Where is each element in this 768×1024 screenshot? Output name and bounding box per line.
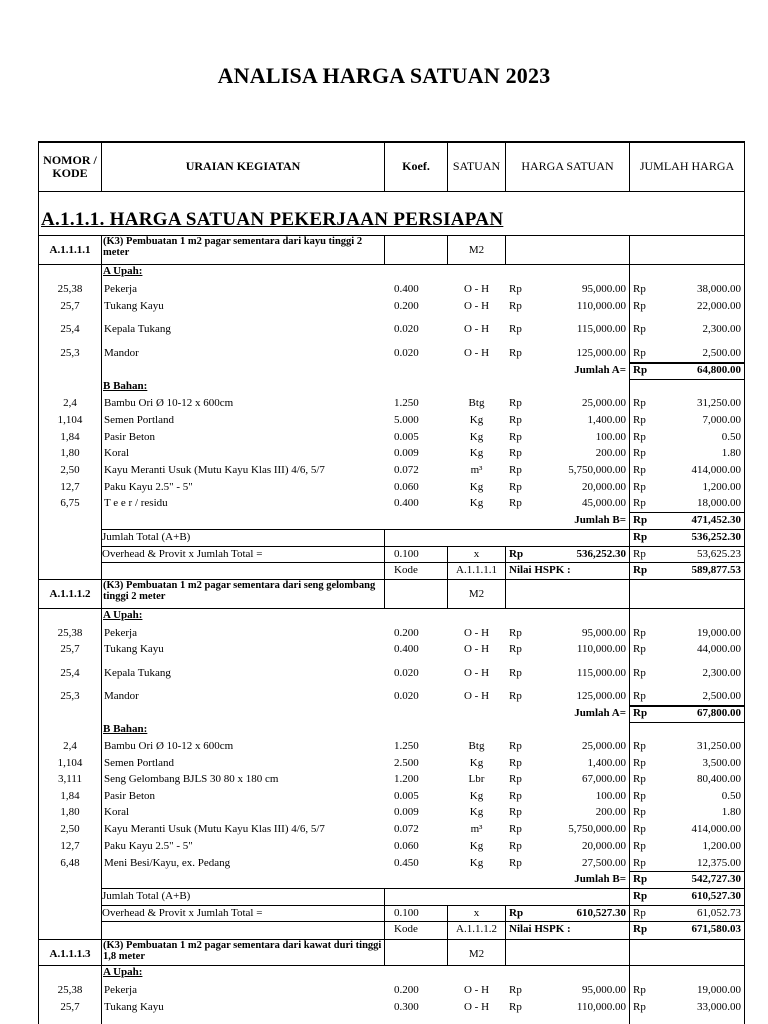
row-koef: 5.000 [394, 414, 419, 426]
row-desc: Pekerja [104, 627, 137, 639]
overhead-koef: 0.100 [394, 907, 419, 919]
row-harga: 1,400.00 [587, 757, 626, 769]
kode-rule [101, 562, 745, 563]
row-currency: Rp [509, 690, 522, 702]
row-satuan: Kg [469, 447, 484, 459]
row-koef: 2.500 [394, 757, 419, 769]
row-ref: 1,104 [57, 414, 83, 426]
row-currency: Rp [633, 531, 648, 543]
row-satuan: O - H [463, 347, 490, 359]
row-satuan: Kg [469, 857, 484, 869]
row-satuan: Kg [469, 790, 484, 802]
column-rule [629, 235, 630, 579]
row-currency: Rp [633, 643, 646, 655]
header-divider [38, 191, 745, 192]
row-currency: Rp [633, 447, 646, 459]
row-satuan: O - H [463, 627, 490, 639]
row-jumlah: 1.80 [721, 447, 741, 459]
row-harga: 100.00 [595, 431, 626, 443]
row-jumlah: 80,400.00 [697, 773, 741, 785]
row-jumlah: 2,300.00 [702, 323, 741, 335]
upah-label: A Upah: [103, 265, 143, 277]
item-code: A.1.1.1.2 [49, 588, 91, 600]
row-currency: Rp [509, 857, 522, 869]
item-title: (K3) Pembuatan 1 m2 pagar sementara dari kayu tinggi 2 meter [103, 236, 363, 258]
row-currency: Rp [509, 548, 524, 560]
row-currency: Rp [633, 840, 646, 852]
row-desc: Bambu Ori Ø 10-12 x 600cm [104, 740, 234, 752]
row-currency: Rp [633, 707, 648, 719]
row-koef: 0.072 [394, 464, 419, 476]
jumlah-a-value: 64,800.00 [697, 364, 741, 376]
row-currency: Rp [633, 984, 646, 996]
row-currency: Rp [633, 890, 648, 902]
row-currency: Rp [509, 643, 522, 655]
row-satuan: O - H [463, 323, 490, 335]
row-currency: Rp [509, 806, 522, 818]
row-koef: 0.020 [394, 667, 419, 679]
row-ref: 6,48 [60, 857, 80, 869]
row-jumlah: 18,000.00 [697, 497, 741, 509]
header-jumlah: JUMLAH HARGA [639, 159, 735, 173]
row-desc: Tukang Kayu [104, 1001, 164, 1013]
row-currency: Rp [633, 514, 648, 526]
row-desc: Tukang Kayu [104, 300, 164, 312]
row-harga: 25,000.00 [582, 740, 626, 752]
row-currency: Rp [633, 323, 646, 335]
row-satuan: m³ [470, 823, 483, 835]
header-harga: HARGA SATUAN [521, 159, 614, 173]
row-currency: Rp [509, 984, 522, 996]
jumlah-b-rule [630, 512, 745, 513]
row-koef: 0.400 [394, 497, 419, 509]
bahan-label: B Bahan: [103, 380, 148, 392]
row-ref: 2,4 [63, 740, 77, 752]
row-ref: 25,7 [60, 300, 80, 312]
row-ref: 1,80 [60, 447, 80, 459]
row-satuan: O - H [463, 667, 490, 679]
row-harga: 25,000.00 [582, 397, 626, 409]
row-satuan: Btg [468, 740, 485, 752]
jumlah-a-under [630, 722, 745, 723]
row-ref: 25,3 [60, 690, 80, 702]
row-currency: Rp [509, 907, 524, 919]
row-currency: Rp [509, 323, 522, 335]
kode-rule [101, 921, 745, 922]
row-satuan: O - H [463, 300, 490, 312]
row-currency: Rp [509, 300, 522, 312]
row-currency: Rp [633, 364, 648, 376]
row-currency: Rp [633, 823, 646, 835]
nilai-label: Nilai HSPK : [509, 923, 571, 935]
row-jumlah: 19,000.00 [697, 984, 741, 996]
row-ref: 1,84 [60, 431, 80, 443]
header-satuan: SATUAN [452, 159, 501, 173]
table-border-right [744, 143, 745, 1024]
row-desc: Kepala Tukang [104, 323, 171, 335]
item-code: A.1.1.1.3 [49, 948, 91, 960]
overhead-koef: 0.100 [394, 548, 419, 560]
header-uraian: URAIAN KEGIATAN [185, 159, 301, 173]
row-ref: 25,38 [57, 283, 83, 295]
row-currency: Rp [633, 497, 646, 509]
row-ref: 12,7 [60, 481, 80, 493]
row-currency: Rp [509, 414, 522, 426]
row-harga: 200.00 [595, 447, 626, 459]
overhead-label: Overhead & Provit x Jumlah Total = [102, 907, 263, 919]
row-currency: Rp [633, 773, 646, 785]
row-satuan: O - H [463, 643, 490, 655]
jumlah-b-label: Jumlah B= [574, 514, 626, 526]
overhead-x: x [473, 907, 480, 919]
row-harga: 125,000.00 [576, 347, 626, 359]
row-ref: 3,111 [58, 773, 82, 785]
row-harga: 5,750,000.00 [568, 823, 626, 835]
row-jumlah: 1,200.00 [702, 481, 741, 493]
row-jumlah: 44,000.00 [697, 643, 741, 655]
row-currency: Rp [633, 667, 646, 679]
column-rule [505, 939, 506, 965]
header-koef: Koef. [402, 159, 430, 173]
total-label: Jumlah Total (A+B) [102, 531, 191, 543]
row-jumlah: 12,375.00 [697, 857, 741, 869]
overhead-rule [101, 546, 745, 547]
row-koef: 1.250 [394, 740, 419, 752]
header-kode: NOMOR / KODE [43, 153, 97, 180]
row-satuan: Kg [469, 414, 484, 426]
jumlah-a-label: Jumlah A= [574, 707, 626, 719]
total-rule [101, 888, 745, 889]
row-koef: 0.005 [394, 790, 419, 802]
row-harga: 115,000.00 [576, 323, 626, 335]
total-value: 610,527.30 [691, 890, 741, 902]
row-ref: 1,80 [60, 806, 80, 818]
row-currency: Rp [633, 414, 646, 426]
column-rule [505, 579, 506, 608]
row-harga: 27,500.00 [582, 857, 626, 869]
row-desc: Kayu Meranti Usuk (Mutu Kayu Klas III) 4/6, 5/7 [104, 823, 325, 835]
row-koef: 0.200 [394, 627, 419, 639]
item-code: A.1.1.1.1 [49, 244, 91, 256]
row-currency: Rp [509, 481, 522, 493]
column-rule [101, 235, 102, 579]
row-koef: 0.005 [394, 431, 419, 443]
row-jumlah: 38,000.00 [697, 283, 741, 295]
row-harga: 1,400.00 [587, 414, 626, 426]
row-desc: T e e r / residu [104, 497, 168, 509]
overhead-label: Overhead & Provit x Jumlah Total = [102, 548, 263, 560]
row-currency: Rp [509, 840, 522, 852]
row-currency: Rp [633, 1001, 646, 1013]
row-currency: Rp [509, 627, 522, 639]
row-koef: 0.072 [394, 823, 419, 835]
item-unit: M2 [468, 244, 485, 256]
kode-ref: A.1.1.1.1 [456, 564, 497, 576]
column-rule [505, 905, 506, 939]
row-koef: 0.009 [394, 806, 419, 818]
row-jumlah: 22,000.00 [697, 300, 741, 312]
row-currency: Rp [509, 773, 522, 785]
upah-label: A Upah: [103, 966, 143, 978]
row-satuan: O - H [463, 984, 490, 996]
row-currency: Rp [509, 347, 522, 359]
row-ref: 12,7 [60, 840, 80, 852]
row-harga: 110,000.00 [576, 1001, 626, 1013]
row-harga: 95,000.00 [582, 627, 626, 639]
overhead-value: 61,052.73 [697, 907, 741, 919]
section-title: A.1.1.1. HARGA SATUAN PEKERJAAN PERSIAPAN [41, 209, 504, 230]
row-currency: Rp [633, 627, 646, 639]
row-currency: Rp [633, 481, 646, 493]
row-desc: Seng Gelombang BJLS 30 80 x 180 cm [104, 773, 279, 785]
jumlah-b-value: 471,452.30 [691, 514, 741, 526]
row-harga: 5,750,000.00 [568, 464, 626, 476]
row-ref: 1,84 [60, 790, 80, 802]
row-currency: Rp [633, 464, 646, 476]
row-desc: Paku Kayu 2.5" - 5" [104, 481, 193, 493]
row-harga: 67,000.00 [582, 773, 626, 785]
row-jumlah: 1,200.00 [702, 840, 741, 852]
row-currency: Rp [509, 790, 522, 802]
row-currency: Rp [633, 283, 646, 295]
upah-label: A Upah: [103, 609, 143, 621]
row-currency: Rp [509, 447, 522, 459]
row-ref: 25,4 [60, 323, 80, 335]
row-currency: Rp [509, 823, 522, 835]
row-harga: 100.00 [595, 790, 626, 802]
jumlah-a-under [630, 379, 745, 380]
row-harga: 115,000.00 [576, 667, 626, 679]
row-koef: 0.020 [394, 323, 419, 335]
row-harga: 110,000.00 [576, 643, 626, 655]
row-ref: 2,50 [60, 464, 80, 476]
jumlah-b-value: 542,727.30 [691, 873, 741, 885]
row-koef: 0.450 [394, 857, 419, 869]
row-desc: Koral [104, 806, 130, 818]
row-koef: 0.009 [394, 447, 419, 459]
total-rule [101, 529, 745, 530]
column-rule [101, 939, 102, 1024]
row-koef: 0.400 [394, 283, 419, 295]
row-desc: Kepala Tukang [104, 667, 171, 679]
row-desc: Semen Portland [104, 414, 174, 426]
row-desc: Pekerja [104, 984, 137, 996]
row-ref: 6,75 [60, 497, 80, 509]
row-koef: 0.200 [394, 300, 419, 312]
row-jumlah: 0.50 [721, 431, 741, 443]
row-ref: 25,4 [60, 667, 80, 679]
overhead-rule [101, 905, 745, 906]
row-satuan: O - H [463, 1001, 490, 1013]
row-ref: 25,38 [57, 627, 83, 639]
row-harga: 200.00 [595, 806, 626, 818]
jumlah-a-value: 67,800.00 [697, 707, 741, 719]
row-currency: Rp [633, 548, 646, 560]
row-satuan: Kg [469, 840, 484, 852]
row-harga: 95,000.00 [582, 283, 626, 295]
row-jumlah: 414,000.00 [691, 464, 741, 476]
overhead-base: 536,252.30 [576, 548, 626, 560]
row-satuan: O - H [463, 283, 490, 295]
row-currency: Rp [509, 464, 522, 476]
item-title: (K3) Pembuatan 1 m2 pagar sementara dari kawat duri tinggi 1,8 meter [103, 940, 382, 962]
row-desc: Mandor [104, 690, 139, 702]
row-harga: 125,000.00 [576, 690, 626, 702]
row-currency: Rp [509, 740, 522, 752]
row-currency: Rp [633, 790, 646, 802]
row-jumlah: 2,300.00 [702, 667, 741, 679]
row-koef: 0.020 [394, 347, 419, 359]
page-title: ANALISA HARGA SATUAN 2023 [217, 63, 551, 88]
column-rule [384, 888, 385, 939]
column-rule [629, 579, 630, 939]
row-koef: 0.400 [394, 643, 419, 655]
row-currency: Rp [633, 857, 646, 869]
row-jumlah: 2,500.00 [702, 690, 741, 702]
column-rule [101, 579, 102, 939]
row-desc: Mandor [104, 347, 139, 359]
kode-ref: A.1.1.1.2 [456, 923, 497, 935]
row-ref: 2,4 [63, 397, 77, 409]
row-desc: Semen Portland [104, 757, 174, 769]
row-koef: 1.250 [394, 397, 419, 409]
row-desc: Pasir Beton [104, 790, 156, 802]
row-satuan: Kg [469, 806, 484, 818]
jumlah-a-label: Jumlah A= [574, 364, 626, 376]
row-jumlah: 7,000.00 [702, 414, 741, 426]
overhead-x: x [473, 548, 480, 560]
item-unit: M2 [468, 588, 485, 600]
row-jumlah: 31,250.00 [697, 740, 741, 752]
column-rule [629, 939, 630, 1024]
row-currency: Rp [633, 431, 646, 443]
row-koef: 0.060 [394, 481, 419, 493]
row-desc: Tukang Kayu [104, 643, 164, 655]
row-jumlah: 33,000.00 [697, 1001, 741, 1013]
row-currency: Rp [633, 923, 648, 935]
overhead-value: 53,625.23 [697, 548, 741, 560]
row-jumlah: 2,500.00 [702, 347, 741, 359]
row-desc: Koral [104, 447, 130, 459]
nilai-value: 589,877.53 [691, 564, 741, 576]
row-currency: Rp [633, 300, 646, 312]
row-harga: 20,000.00 [582, 840, 626, 852]
row-satuan: Kg [469, 481, 484, 493]
row-harga: 20,000.00 [582, 481, 626, 493]
row-currency: Rp [509, 283, 522, 295]
row-currency: Rp [633, 873, 648, 885]
row-koef: 0.020 [394, 690, 419, 702]
kode-label: Kode [394, 564, 418, 576]
row-jumlah: 1.80 [721, 806, 741, 818]
row-satuan: Btg [468, 397, 485, 409]
row-currency: Rp [633, 740, 646, 752]
row-koef: 0.200 [394, 984, 419, 996]
row-ref: 25,7 [60, 1001, 80, 1013]
row-jumlah: 0.50 [721, 790, 741, 802]
row-satuan: Kg [469, 497, 484, 509]
row-currency: Rp [633, 347, 646, 359]
bahan-label: B Bahan: [103, 723, 148, 735]
jumlah-b-label: Jumlah B= [574, 873, 626, 885]
row-harga: 95,000.00 [582, 984, 626, 996]
row-ref: 1,104 [57, 757, 83, 769]
row-harga: 45,000.00 [582, 497, 626, 509]
row-koef: 0.060 [394, 840, 419, 852]
row-jumlah: 3,500.00 [702, 757, 741, 769]
row-currency: Rp [633, 907, 646, 919]
row-currency: Rp [633, 757, 646, 769]
row-jumlah: 31,250.00 [697, 397, 741, 409]
row-desc: Kayu Meranti Usuk (Mutu Kayu Klas III) 4/6, 5/7 [104, 464, 325, 476]
total-value: 536,252.30 [691, 531, 741, 543]
row-ref: 25,3 [60, 347, 80, 359]
row-currency: Rp [509, 497, 522, 509]
row-desc: Bambu Ori Ø 10-12 x 600cm [104, 397, 234, 409]
item-unit: M2 [468, 948, 485, 960]
row-harga: 110,000.00 [576, 300, 626, 312]
row-satuan: Lbr [468, 773, 485, 785]
row-koef: 0.300 [394, 1001, 419, 1013]
row-satuan: m³ [470, 464, 483, 476]
kode-label: Kode [394, 923, 418, 935]
row-currency: Rp [509, 1001, 522, 1013]
row-desc: Pasir Beton [104, 431, 156, 443]
row-koef: 1.200 [394, 773, 419, 785]
row-desc: Meni Besi/Kayu, ex. Pedang [104, 857, 231, 869]
row-currency: Rp [633, 564, 648, 576]
row-currency: Rp [509, 757, 522, 769]
row-currency: Rp [633, 806, 646, 818]
row-currency: Rp [509, 667, 522, 679]
row-currency: Rp [509, 431, 522, 443]
row-jumlah: 19,000.00 [697, 627, 741, 639]
row-currency: Rp [509, 397, 522, 409]
column-rule [505, 235, 506, 264]
row-satuan: Kg [469, 431, 484, 443]
column-rule [384, 529, 385, 579]
row-desc: Pekerja [104, 283, 137, 295]
table-border-left [38, 143, 39, 1024]
row-satuan: O - H [463, 690, 490, 702]
jumlah-b-rule [630, 871, 745, 872]
nilai-label: Nilai HSPK : [509, 564, 571, 576]
row-desc: Paku Kayu 2.5" - 5" [104, 840, 193, 852]
overhead-base: 610,527.30 [576, 907, 626, 919]
analysis-table [38, 141, 745, 1024]
row-jumlah: 414,000.00 [691, 823, 741, 835]
row-ref: 25,7 [60, 643, 80, 655]
nilai-value: 671,580.03 [691, 923, 741, 935]
item-title: (K3) Pembuatan 1 m2 pagar sementara dari seng gelombang tinggi 2 meter [103, 580, 376, 602]
row-ref: 25,38 [57, 984, 83, 996]
row-ref: 2,50 [60, 823, 80, 835]
row-currency: Rp [633, 690, 646, 702]
row-satuan: Kg [469, 757, 484, 769]
total-label: Jumlah Total (A+B) [102, 890, 191, 902]
row-currency: Rp [633, 397, 646, 409]
